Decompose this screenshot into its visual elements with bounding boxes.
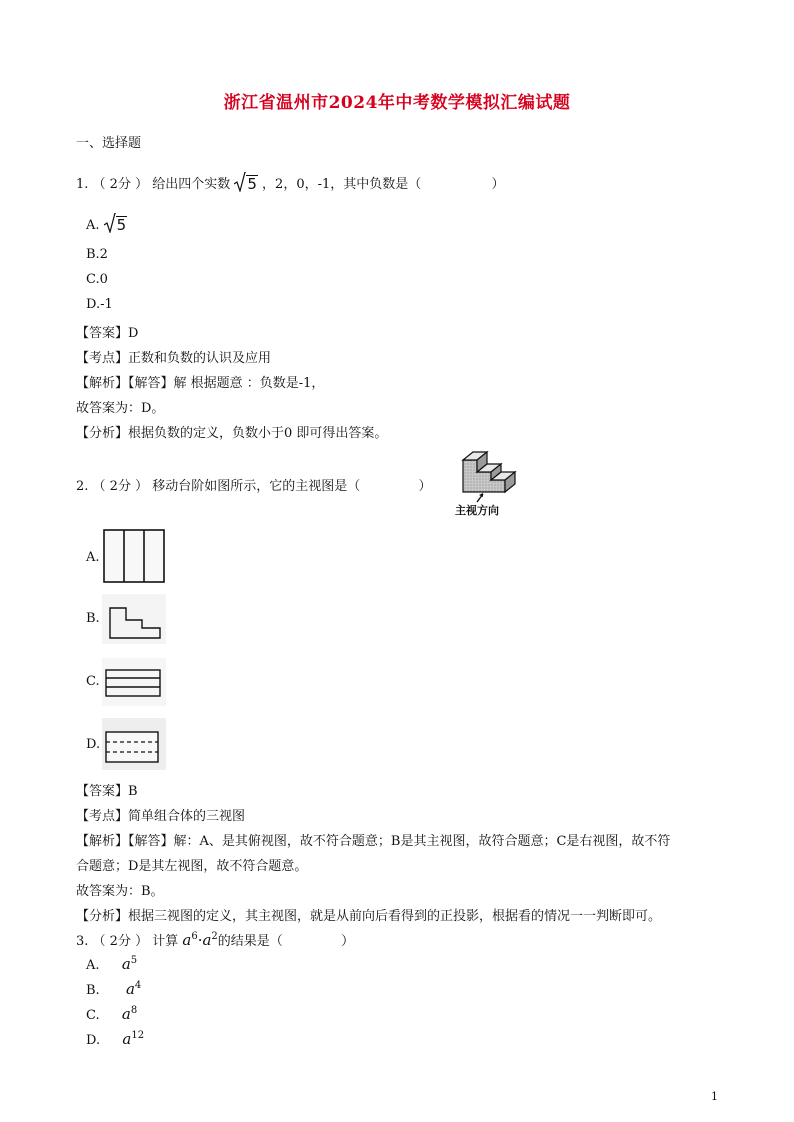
q3-exponent-2: 2: [211, 931, 218, 942]
q3-option-a-label: A.: [86, 958, 100, 973]
page-number: 1: [711, 1090, 718, 1103]
q3-exponent-1: 6: [191, 931, 198, 942]
q2-option-b-image: [102, 594, 166, 644]
q2-analysis-line1: 【解析】【解答】解：A、是其俯视图，故不符合题意；B是其主视图，故符合题意；C是右视图，故不符: [76, 834, 671, 849]
q3-option-b-exp: 4: [134, 980, 142, 991]
q1-option-c: C.0: [86, 272, 108, 287]
q3-option-a-exp: 5: [130, 955, 138, 966]
q1-option-d: D.-1: [86, 297, 113, 312]
document-title: 浙江省温州市2024年中考数学模拟汇编试题: [223, 93, 571, 113]
q2-option-d-image: [102, 718, 166, 770]
q3-option-a-base: a: [121, 955, 131, 973]
q3-option-b-base: a: [125, 980, 135, 998]
q2-point: 【考点】简单组合体的三视图: [76, 809, 246, 824]
q2-option-a-image: [102, 528, 166, 584]
q2-comment: 【分析】根据三视图的定义，其主视图，就是从前向后看得到的正投影，根据看的情况一一判断即可。: [76, 909, 662, 924]
q2-staircase-figure: [455, 448, 535, 520]
q3-option-c-base: a: [121, 1005, 131, 1023]
q2-conclusion: 故答案为：B。: [76, 884, 164, 899]
q3-expression: [182, 931, 217, 949]
staircase-icon: [455, 448, 535, 504]
q2-stem-text: 2. （ 2分 ） 移动台阶如图所示，它的主视图是（: [76, 479, 361, 494]
q2-option-c-image: [102, 658, 166, 706]
q1-comment: 【分析】根据负数的定义，负数小于0 即可得出答案。: [76, 426, 388, 441]
q3-stem-prefix: 3. （ 2分 ） 计算: [76, 934, 179, 949]
q1-stem-prefix: 1. （ 2分 ） 给出四个实数: [76, 177, 231, 192]
q1-answer: 【答案】D: [76, 326, 139, 341]
q3-option-c: [86, 1005, 137, 1023]
q1-analysis: 【解析】【解答】解 根据题意 ：负数是-1，: [76, 376, 325, 391]
q3-base-2: a: [202, 931, 212, 949]
q3-stem: [76, 930, 354, 949]
q2-option-d-label: D.: [86, 737, 101, 752]
q2-option-b-label: B.: [86, 611, 100, 626]
q3-stem-close: ）: [341, 934, 355, 949]
q1-option-a-radicand: 5: [116, 216, 127, 234]
q1-sqrt-radicand: 5: [247, 175, 257, 193]
q1-stem: [76, 172, 505, 192]
q3-option-b-label: B.: [86, 983, 100, 998]
q3-stem-suffix: 的结果是（: [217, 934, 283, 949]
q3-option-c-label: C.: [86, 1008, 100, 1023]
q1-option-a-sqrt: [104, 213, 128, 233]
q1-sqrt: [234, 172, 258, 192]
q2-option-a-label: A.: [86, 550, 100, 565]
q3-option-d-exp: 12: [131, 1030, 145, 1041]
q1-stem-suffix: ，2，0，-1，其中负数是（: [262, 177, 422, 192]
q1-option-a-label: A.: [86, 218, 100, 233]
q3-option-b: [86, 980, 141, 998]
q1-stem-close: ）: [491, 177, 505, 192]
q1-option-a: [86, 213, 127, 233]
q1-option-b: B.2: [86, 247, 108, 262]
q2-stem-close: ）: [418, 479, 432, 494]
q2-option-c-label: C.: [86, 674, 100, 689]
q1-conclusion: 故答案为：D。: [76, 401, 165, 416]
q3-base-1: a: [182, 931, 192, 949]
q3-dot: ·: [197, 931, 203, 949]
q2-answer: 【答案】B: [76, 784, 138, 799]
q2-figure-caption: 主视方向: [455, 504, 499, 517]
q2-analysis-line2: 合题意；D是其左视图，故不符合题意。: [76, 859, 308, 874]
q3-option-c-exp: 8: [130, 1005, 138, 1016]
q3-option-d-base: a: [122, 1030, 132, 1048]
section-heading: 一、选择题: [76, 136, 142, 151]
q3-option-a: [86, 955, 137, 973]
q3-option-d: [86, 1030, 144, 1048]
q1-point: 【考点】正数和负数的认识及应用: [76, 351, 272, 366]
q2-stem: [76, 475, 432, 494]
q3-option-d-label: D.: [86, 1033, 101, 1048]
